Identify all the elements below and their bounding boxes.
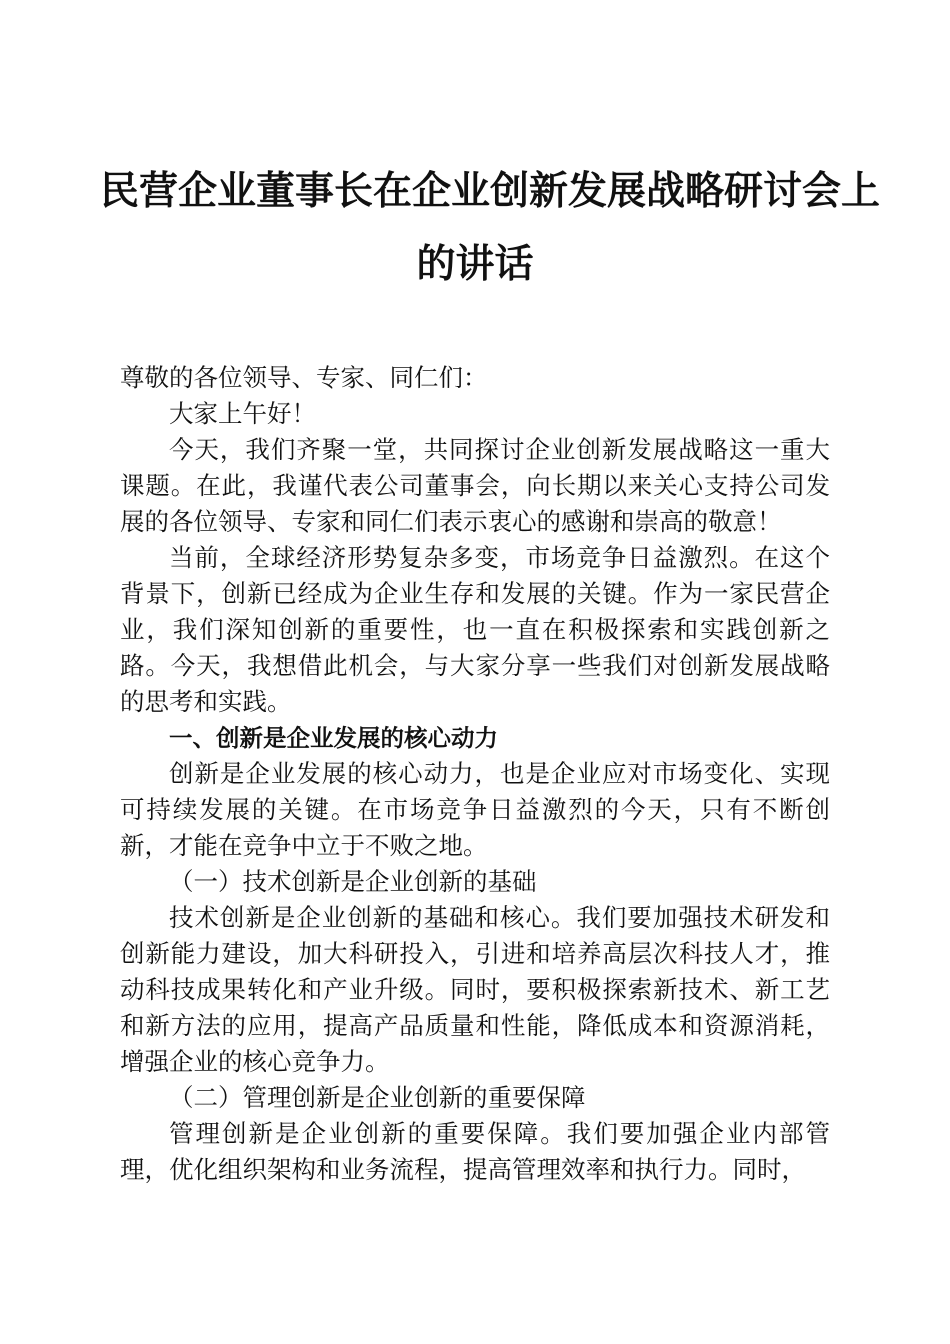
paragraph: 管理创新是企业创新的重要保障。我们要加强企业内部管理，优化组织架构和业务流程，提高管理效率和执行力。同时， [120,1119,830,1184]
paragraph: 技术创新是企业创新的基础和核心。我们要加强技术研发和创新能力建设，加大科研投入，引进和培养高层次科技人才，推动科技成果转化和产业升级。同时，要积极探索新技术、新工艺和新方法的应用，提高产品质量和性能，降低成本和资源消耗，增强企业的核心竞争力。 [120,903,830,1076]
subsection-heading: （一）技术创新是企业创新的基础 [169,867,537,896]
paragraph: 当前，全球经济形势复杂多变，市场竞争日益激烈。在这个背景下，创新已经成为企业生存和发展的关键。作为一家民营企业，我们深知创新的重要性，也一直在积极探索和实践创新之路。今天，我想借此机会，与大家分享一些我们对创新发展战略的思考和实践。 [120,543,830,716]
salutation: 尊敬的各位领导、专家、同仁们： [120,363,488,392]
subsection-heading: （二）管理创新是企业创新的重要保障 [169,1083,586,1112]
section-heading: 一、创新是企业发展的核心动力 [169,724,498,752]
paragraph: 创新是企业发展的核心动力，也是企业应对市场变化、实现可持续发展的关键。在市场竞争日益激烈的今天，只有不断创新，才能在竞争中立于不败之地。 [120,759,830,860]
document-title-line-2: 的讲话 [416,241,534,287]
paragraph: 今天，我们齐聚一堂，共同探讨企业创新发展战略这一重大课题。在此，我谨代表公司董事会，向长期以来关心支持公司发展的各位领导、专家和同仁们表示衷心的感谢和崇高的敬意！ [120,435,830,536]
greeting: 大家上午好！ [169,399,316,428]
document-body [120,360,830,1188]
document-title-line-1: 民营企业董事长在企业创新发展战略研讨会上 [100,168,881,214]
